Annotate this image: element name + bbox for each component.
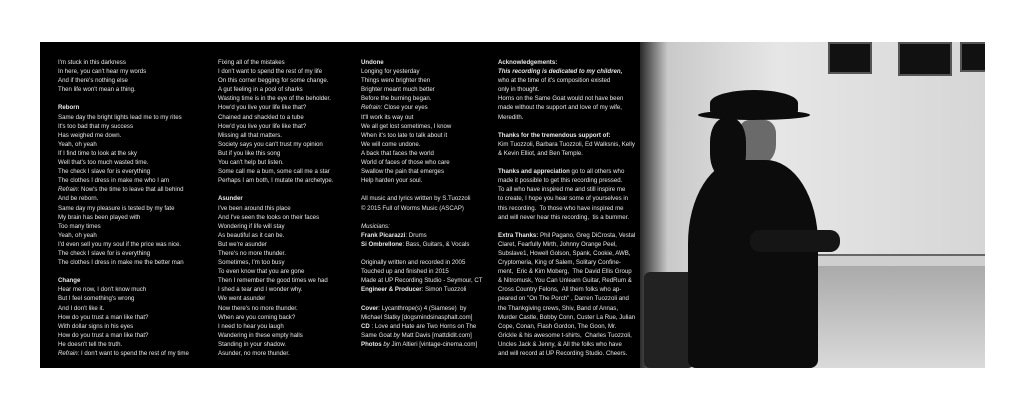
text-line: Same day my pleasure is tested by my fate xyxy=(58,204,175,212)
text-line: Wondering if life will stay xyxy=(218,222,285,230)
text-line: Some call me a bum, some call me a star xyxy=(218,168,330,176)
text-line: & Kevin Elliot, and Ben Temple. xyxy=(498,149,583,157)
cover-text: : Lycanthrope(s) 4 (Siamese) by xyxy=(378,304,467,312)
text-line: Well that's too much wasted time. xyxy=(58,159,149,167)
text-line: The check I slave for is everything xyxy=(58,249,151,257)
acknowledgements-text xyxy=(498,76,658,121)
undone-lyrics xyxy=(361,67,496,103)
cd-label: CD xyxy=(361,322,370,330)
text-line: Missing all that matters. xyxy=(218,131,283,139)
thanks-title: Thanks for the tremendous support of: xyxy=(498,131,611,139)
text-line: Wasting time is in the eye of the beholder. xyxy=(218,95,331,103)
cd-booklet xyxy=(40,42,985,368)
dedication: This recording is dedicated to my children, xyxy=(498,68,623,76)
text-line: made it possible to get this recording pressed. xyxy=(498,177,623,185)
text-line: All music and lyrics written by S.Tuozzoli xyxy=(361,195,471,203)
text-line: and will never hear this recording, tis a bummer. xyxy=(498,213,630,221)
text-line: Then I remember the good times we had xyxy=(218,277,328,285)
text-line: Too many times xyxy=(58,222,101,230)
text-line: Fixing all of the mistakes xyxy=(218,59,285,66)
text-line: The clothes I dress in make me the better man xyxy=(58,259,184,267)
cd-text: : Love and Hate are Two Horns on The xyxy=(369,322,477,330)
text-line: Brighter meant much better xyxy=(361,86,435,94)
text-line: There's no more thunder. xyxy=(218,249,286,257)
text-line: Perhaps I am both, I mutate the archetype. xyxy=(218,177,334,185)
text-line: How do you trust a man like that? xyxy=(58,331,149,339)
text-line: Wandering in these empty halls xyxy=(218,331,303,339)
engineer-label: Engineer & Producer xyxy=(361,286,422,294)
text-line: But I feel something's wrong xyxy=(58,295,135,303)
text-line: I'm stuck in this darkness xyxy=(58,59,126,66)
cd-credit-2 xyxy=(361,331,496,340)
refrain-label: Refrain: xyxy=(58,350,80,357)
refrain-label: Refrain: xyxy=(361,104,383,112)
photos-label: Photos xyxy=(361,340,382,348)
engineer-name: : Simon Tuozzoli xyxy=(421,286,467,294)
text-line: Longing for yesterday xyxy=(361,68,420,76)
text-line: He doesn't tell the truth. xyxy=(58,340,123,348)
song-title-asunder: Asunder xyxy=(218,195,243,203)
cd-text-by: by xyxy=(393,331,400,339)
text-line: The check I slave for is everything xyxy=(58,168,151,176)
text-line: ment, Eric & Kim Moberg, The David Ellis Group xyxy=(498,268,632,276)
reborn-refrain xyxy=(58,185,208,194)
text-line: Hear me now, I don't know much xyxy=(58,286,147,294)
text-line: and will record at UP Recording Studio. Cheers. xyxy=(498,350,628,357)
text-line: Standing in your shadow. xyxy=(218,340,287,348)
text-line: I don't want to spend the rest of my life xyxy=(218,68,323,76)
appreciation-first xyxy=(498,167,658,176)
text-line: Horns on the Same Goat would not have been xyxy=(498,95,624,103)
recording-info xyxy=(361,258,496,285)
text-line: Yeah, oh yeah xyxy=(58,231,97,239)
musicians-label: Musicians: xyxy=(361,222,390,230)
text-line: Claret, Fearfully Mirth, Johnny Orange Peel, xyxy=(498,240,617,248)
text-line: It's too bad that my success xyxy=(58,122,133,130)
text-line: It'll work its way out xyxy=(361,113,414,121)
chair xyxy=(644,272,694,368)
refrain-text: I don't want to spend the rest of my time xyxy=(79,350,189,357)
appreciation-text xyxy=(498,176,658,221)
wall-frame-3 xyxy=(960,42,985,72)
text-line: You can't help but listen. xyxy=(218,159,284,167)
text-line: Asunder, no more thunder. xyxy=(218,350,290,357)
photos-by: by xyxy=(381,340,390,348)
text-line: Touched up and finished in 2015 xyxy=(361,268,449,276)
photos-text: Jim Altieri [vintage-cinema.com] xyxy=(389,340,478,348)
song-title-change: Change xyxy=(58,277,81,285)
text-line: I'd even sell you my soul if the price was nice. xyxy=(58,240,182,248)
text-line: I've been around this place xyxy=(218,204,291,212)
text-line: To even know that you are gone xyxy=(218,268,305,276)
text-line: But if you like this song xyxy=(218,149,281,157)
text-line: When it's too late to talk about it xyxy=(361,131,448,139)
cover-label: Cover xyxy=(361,304,379,312)
text-line: © 2015 Full of Worms Music (ASCAP) xyxy=(361,204,464,212)
text-line: Sometimes, I'm too busy xyxy=(218,259,285,267)
song-title-undone: Undone xyxy=(361,59,384,66)
lyrics-column-2 xyxy=(218,58,363,358)
musician-si xyxy=(361,240,496,249)
musician-role: : Bass, Guitars, & Vocals xyxy=(402,240,470,248)
text-line: Kim Tuozzoli, Barbara Tuozzoli, Ed Walksnis, Kelly xyxy=(498,140,635,148)
text-line: How do you trust a man like that? xyxy=(58,313,149,321)
text-line: Yeah, oh yeah xyxy=(58,140,97,148)
cd-text-a: Same Goat xyxy=(361,331,394,339)
thanks-text xyxy=(498,140,658,158)
text-line: & Nitromusk, You Can Unlearn Guitar, RedRum & xyxy=(498,277,632,285)
text-line: Made at UP Recording Studio - Seymour, CT xyxy=(361,277,483,285)
engineer-credit xyxy=(361,285,496,294)
text-line: Grickle & his awesome t-shirts, Charles Tuozzoli, xyxy=(498,331,632,339)
text-line: the Thankgiving crews, Shiv, Band of Annas, xyxy=(498,304,619,312)
text-line: When are you coming back? xyxy=(218,313,296,321)
text-line: Then life won't mean a thing. xyxy=(58,86,136,94)
text-line: Help harden your soul. xyxy=(361,177,423,185)
man-in-hat-photo xyxy=(640,42,985,368)
text-line: Now there's no more thunder. xyxy=(218,304,298,312)
text-line: And be reborn. xyxy=(58,195,99,203)
cd-text-c: Matt Davis [mattdidit.com] xyxy=(399,331,472,339)
text-line: Before the burning began. xyxy=(361,95,432,103)
text-line: My brain has been played with xyxy=(58,213,141,221)
extra-text: Phil Pagano, Greg DiCrosta, Vestal xyxy=(538,231,636,239)
undone-refrain xyxy=(361,103,496,112)
change-refrain xyxy=(58,349,208,358)
text-line: this recording. To those who have inspired me xyxy=(498,204,624,212)
wall-frame-1 xyxy=(828,42,872,74)
text-line: As beautiful as it can be. xyxy=(218,231,285,239)
lyrics-credits-column xyxy=(361,58,496,349)
appreciation-title: Thanks and appreciation xyxy=(498,168,570,176)
text-line: Meredith. xyxy=(498,113,524,121)
text-line: only in thought. xyxy=(498,86,540,94)
photos-credit xyxy=(361,340,496,349)
musician-frank xyxy=(361,231,496,240)
wall-frame-2 xyxy=(898,42,952,76)
text-line: We will come undone. xyxy=(361,140,421,148)
text-line: Chained and shackled to a tube xyxy=(218,113,304,121)
cover-credit xyxy=(361,304,496,313)
person-arm xyxy=(750,230,840,252)
musician-role: : Drums xyxy=(405,231,427,239)
asunder-lyrics xyxy=(218,204,363,359)
text-line: World of faces of those who care xyxy=(361,159,450,167)
text-line: Has weighed me down. xyxy=(58,131,122,139)
text-line: In here, you can't hear my words xyxy=(58,68,147,76)
text-line: Originally written and recorded in 2005 xyxy=(361,259,466,267)
musician-name: Si Ombrellone xyxy=(361,240,403,248)
text-line: who at the time of it's composition existed xyxy=(498,77,611,85)
text-line: I need to hear you laugh xyxy=(218,322,284,330)
cd-credit xyxy=(361,322,496,331)
text-line: Cross Country Felons, All them folks who ap- xyxy=(498,286,622,294)
text-line: But we're asunder xyxy=(218,240,267,248)
person-body xyxy=(688,160,818,368)
text-line: A back that faces the world xyxy=(361,149,434,157)
text-line: Society says you can't trust my opinion xyxy=(218,140,323,148)
text-line: On this corner begging for some change. xyxy=(218,77,329,85)
cover-credit-2: Michael Slatky [dogsmindsinasphalt.com] xyxy=(361,313,473,321)
extra-first xyxy=(498,231,658,240)
musician-name: Frank Picarazzi xyxy=(361,231,406,239)
appreciation-text: go to all others who xyxy=(569,168,625,176)
text-line: I shed a tear and I wonder why. xyxy=(218,286,303,294)
refrain-label: Refrain: xyxy=(58,186,80,194)
text-line: peared on "On The Porch" , Darren Tuozzoli and xyxy=(498,295,629,303)
text-line: We went asunder xyxy=(218,295,266,303)
refrain-text: Now's the time to leave that all behind xyxy=(79,186,184,194)
text-line: to create, I hope you hear some of yourselves in xyxy=(498,195,629,203)
undone-lyrics-2 xyxy=(361,113,496,186)
text-line: And I don't like it. xyxy=(58,304,105,312)
text-line: We all get lost sometimes, I know xyxy=(361,122,452,130)
text-line: If I find time to look at the sky xyxy=(58,149,137,157)
extra-title: Extra Thanks: xyxy=(498,231,539,239)
text-line: A gut feeling in a pool of sharks xyxy=(218,86,303,94)
acknowledgements-column xyxy=(498,58,658,358)
text-line: Same day the bright lights lead me to my rites xyxy=(58,113,182,121)
text-line: And I've seen the looks on their faces xyxy=(218,213,320,221)
text-line: Cope, Conan, Flash Gordon, The Goon, Mr. xyxy=(498,322,617,330)
text-line: made without the support and love of my wife, xyxy=(498,104,622,112)
text-line: Swallow the pain that emerges xyxy=(361,168,444,176)
text-line: Subslave1, Howell Golson, Spank, Cookie, AWB, xyxy=(498,249,631,257)
text-line: Cryptomeria, King of Salem, Solitary Confine- xyxy=(498,259,621,267)
text-line: With dollar signs in his eyes xyxy=(58,322,134,330)
text-line: How'd you live your life like that? xyxy=(218,104,307,112)
text-line: Murder Castle, Bobby Conn, Custer La Rue, Julian xyxy=(498,313,636,321)
text-line: The clothes I dress in make me who I am xyxy=(58,177,170,185)
change-lyrics xyxy=(58,285,208,349)
reborn-lyrics-2 xyxy=(58,194,208,267)
text-line: And if there's nothing else xyxy=(58,77,128,85)
reborn-lyrics xyxy=(58,113,208,186)
intro-lyrics xyxy=(58,58,208,94)
person-hat-brim xyxy=(698,110,810,120)
text-line: To all who have inspired me and still inspire me xyxy=(498,186,626,194)
text-line: Things were brighter then xyxy=(361,77,431,85)
text-line: How'd you live your life like that? xyxy=(218,122,307,130)
copyright-credits xyxy=(361,194,496,212)
extra-thanks-text xyxy=(498,240,658,358)
lyrics-column-1 xyxy=(58,58,208,358)
refrain-text: Close your eyes xyxy=(382,104,428,112)
text-line: Uncles Jack & Jenny, & All the folks who have xyxy=(498,340,622,348)
acknowledgements-title: Acknowledgements: xyxy=(498,59,558,66)
song-title-reborn: Reborn xyxy=(58,104,80,112)
change-lyrics-cont xyxy=(218,58,363,185)
